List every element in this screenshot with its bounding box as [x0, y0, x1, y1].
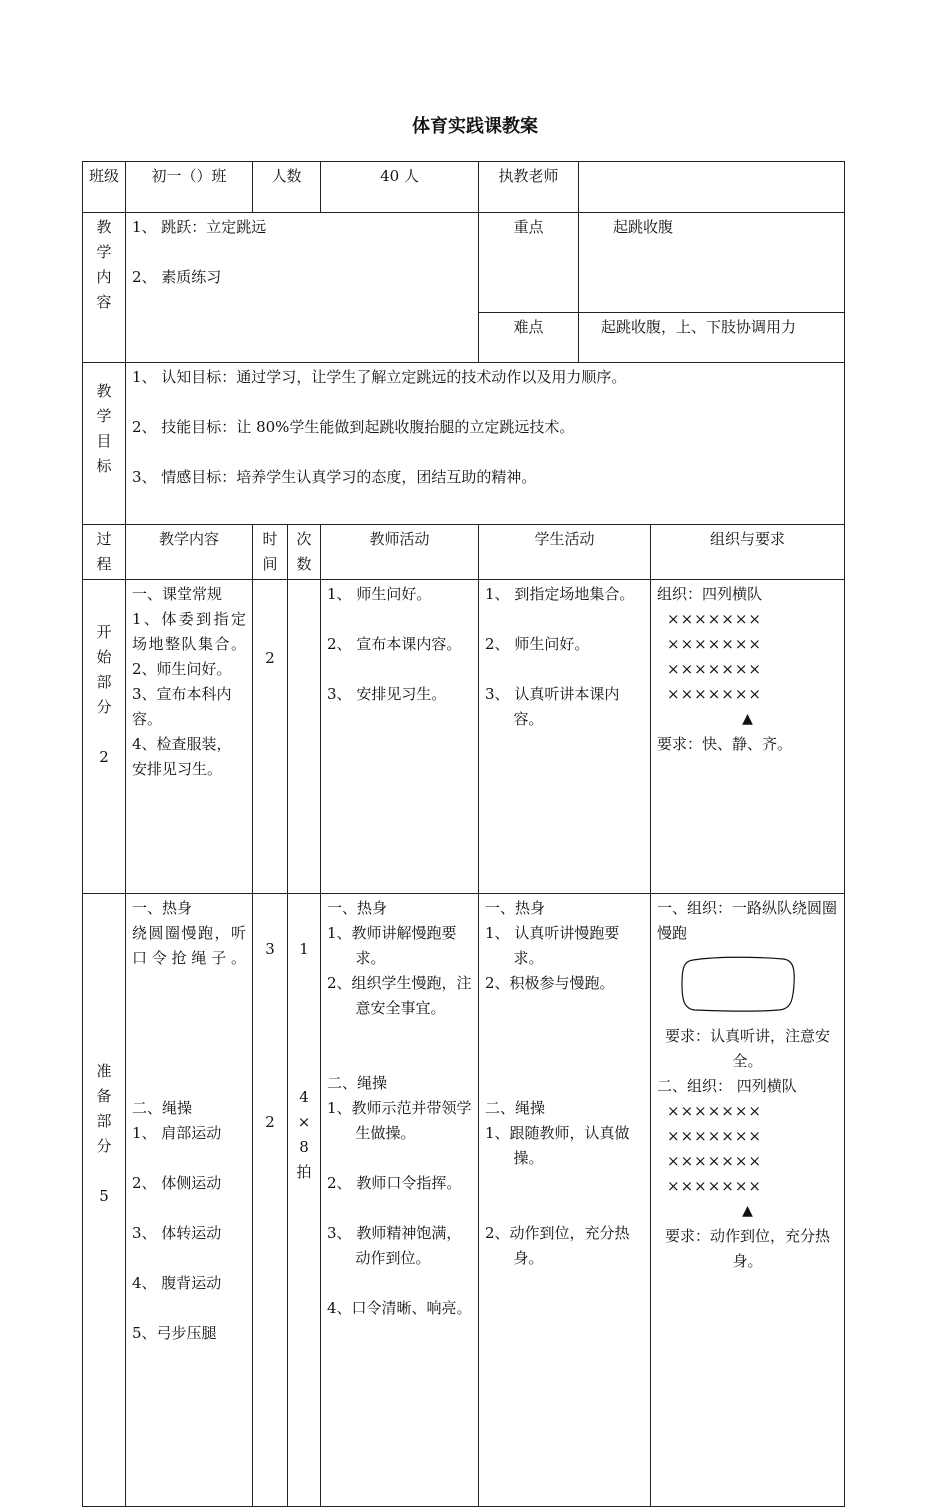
start-count [288, 580, 321, 894]
formation-row: ××××××× [667, 1102, 762, 1120]
start-time: 2 [253, 580, 288, 894]
page-title: 体育实践课教案 [412, 116, 538, 137]
start-teacher: 1、 师生问好。 2、 宣布本课内容。 3、 安排见习生。 [321, 580, 479, 894]
prep-label: 准 备 部 分 5 [83, 894, 126, 1507]
start-org: 组织：四列横队 ××××××× ××××××× ××××××× ××××××× ▲ 要求：快、静、齐。 [651, 580, 845, 894]
col-count: 次 数 [288, 525, 321, 580]
formation-row: ××××××× [667, 1177, 762, 1195]
count-value: 40 人 [321, 162, 479, 213]
lesson-plan-table [82, 161, 845, 1507]
teacher-label: 执教老师 [479, 162, 579, 213]
content-items: 1、 跳跃：立定跳远 2、 素质练习 [126, 213, 479, 363]
count-label: 人数 [253, 162, 321, 213]
formation-row: ××××××× [667, 660, 762, 678]
info-row [83, 162, 845, 213]
prep-teacher: 一、热身 1、教师讲解慢跑要求。 2、组织学生慢跑，注意安全事宜。 二、绳操 1、教师示范并带领学生做操。 2、 教师口令指挥。 3、 教师精神饱满，动作到位。 4、口令清晰、响亮。 [321, 894, 479, 1507]
formation-row: ××××××× [667, 635, 762, 653]
goals-items: 1、 认知目标：通过学习，让学生了解立定跳远的技术动作以及用力顺序。 2、 技能目标：让 80%学生能做到起跳收腹抬腿的立定跳远技术。 3、 情感目标：培养学生认真学习的态度，团结互助的精神。 [126, 363, 845, 525]
formation-row: ××××××× [667, 1127, 762, 1145]
column-header-row [83, 525, 845, 580]
running-circle-diagram [657, 946, 838, 1024]
formation-row: ××××××× [667, 685, 762, 703]
prep-org: 一、组织：一路纵队绕圆圈慢跑 要求：认真听讲，注意安全。 二、组织： 四列横队 ××××××× ××××××× ××××××× ××××××× ▲ 要求：动作到位，充分热身。 [651, 894, 845, 1507]
col-content: 教学内容 [126, 525, 253, 580]
teacher-position-icon: ▲ [742, 711, 753, 727]
start-label: 开 始 部 分 2 [83, 580, 126, 894]
content-row [83, 213, 845, 313]
prep-time: 3 2 [253, 894, 288, 1507]
start-minutes: 2 [99, 748, 109, 766]
difficulty-label: 难点 [479, 313, 579, 363]
prep-student: 一、热身 1、 认真听讲慢跑要求。 2、积极参与慢跑。 二、绳操 1、跟随教师，认真做操。 2、动作到位，充分热身。 [479, 894, 651, 1507]
start-section-row [83, 580, 845, 894]
prep-count: 1 4 × 8 拍 [288, 894, 321, 1507]
start-content: 一、课堂常规 1、体委到指定场地整队集合。 2、师生问好。 3、宣布本科内容。 4、检查服装，安排见习生。 [126, 580, 253, 894]
running-loop-icon [679, 954, 797, 1014]
prep-minutes: 5 [99, 1187, 109, 1205]
formation-row: ××××××× [667, 610, 762, 628]
prep-section-row [83, 894, 845, 1507]
start-student: 1、 到指定场地集合。 2、 师生问好。 3、 认真听讲本课内容。 [479, 580, 651, 894]
class-value: 初一（）班 [126, 162, 253, 213]
teacher-position-icon: ▲ [742, 1203, 753, 1219]
goals-label: 教 学 目 标 [83, 363, 126, 525]
formation-row: ××××××× [667, 1152, 762, 1170]
prep-content: 一、热身 绕圆圈慢跑，听口令抢绳子。 二、绳操 1、 肩部运动 2、 体侧运动 3、 体转运动 4、 腹背运动 5、弓步压腿 [126, 894, 253, 1507]
col-teacher: 教师活动 [321, 525, 479, 580]
col-process: 过 程 [83, 525, 126, 580]
col-student: 学生活动 [479, 525, 651, 580]
goals-row [83, 363, 845, 525]
difficulty-value: 起跳收腹，上、下肢协调用力 [579, 313, 845, 363]
col-time: 时 间 [253, 525, 288, 580]
col-org: 组织与要求 [651, 525, 845, 580]
content-label: 教 学 内 容 [83, 213, 126, 363]
teacher-value [579, 162, 845, 213]
key-label: 重点 [479, 213, 579, 313]
class-label: 班级 [83, 162, 126, 213]
key-value: 起跳收腹 [579, 213, 845, 313]
